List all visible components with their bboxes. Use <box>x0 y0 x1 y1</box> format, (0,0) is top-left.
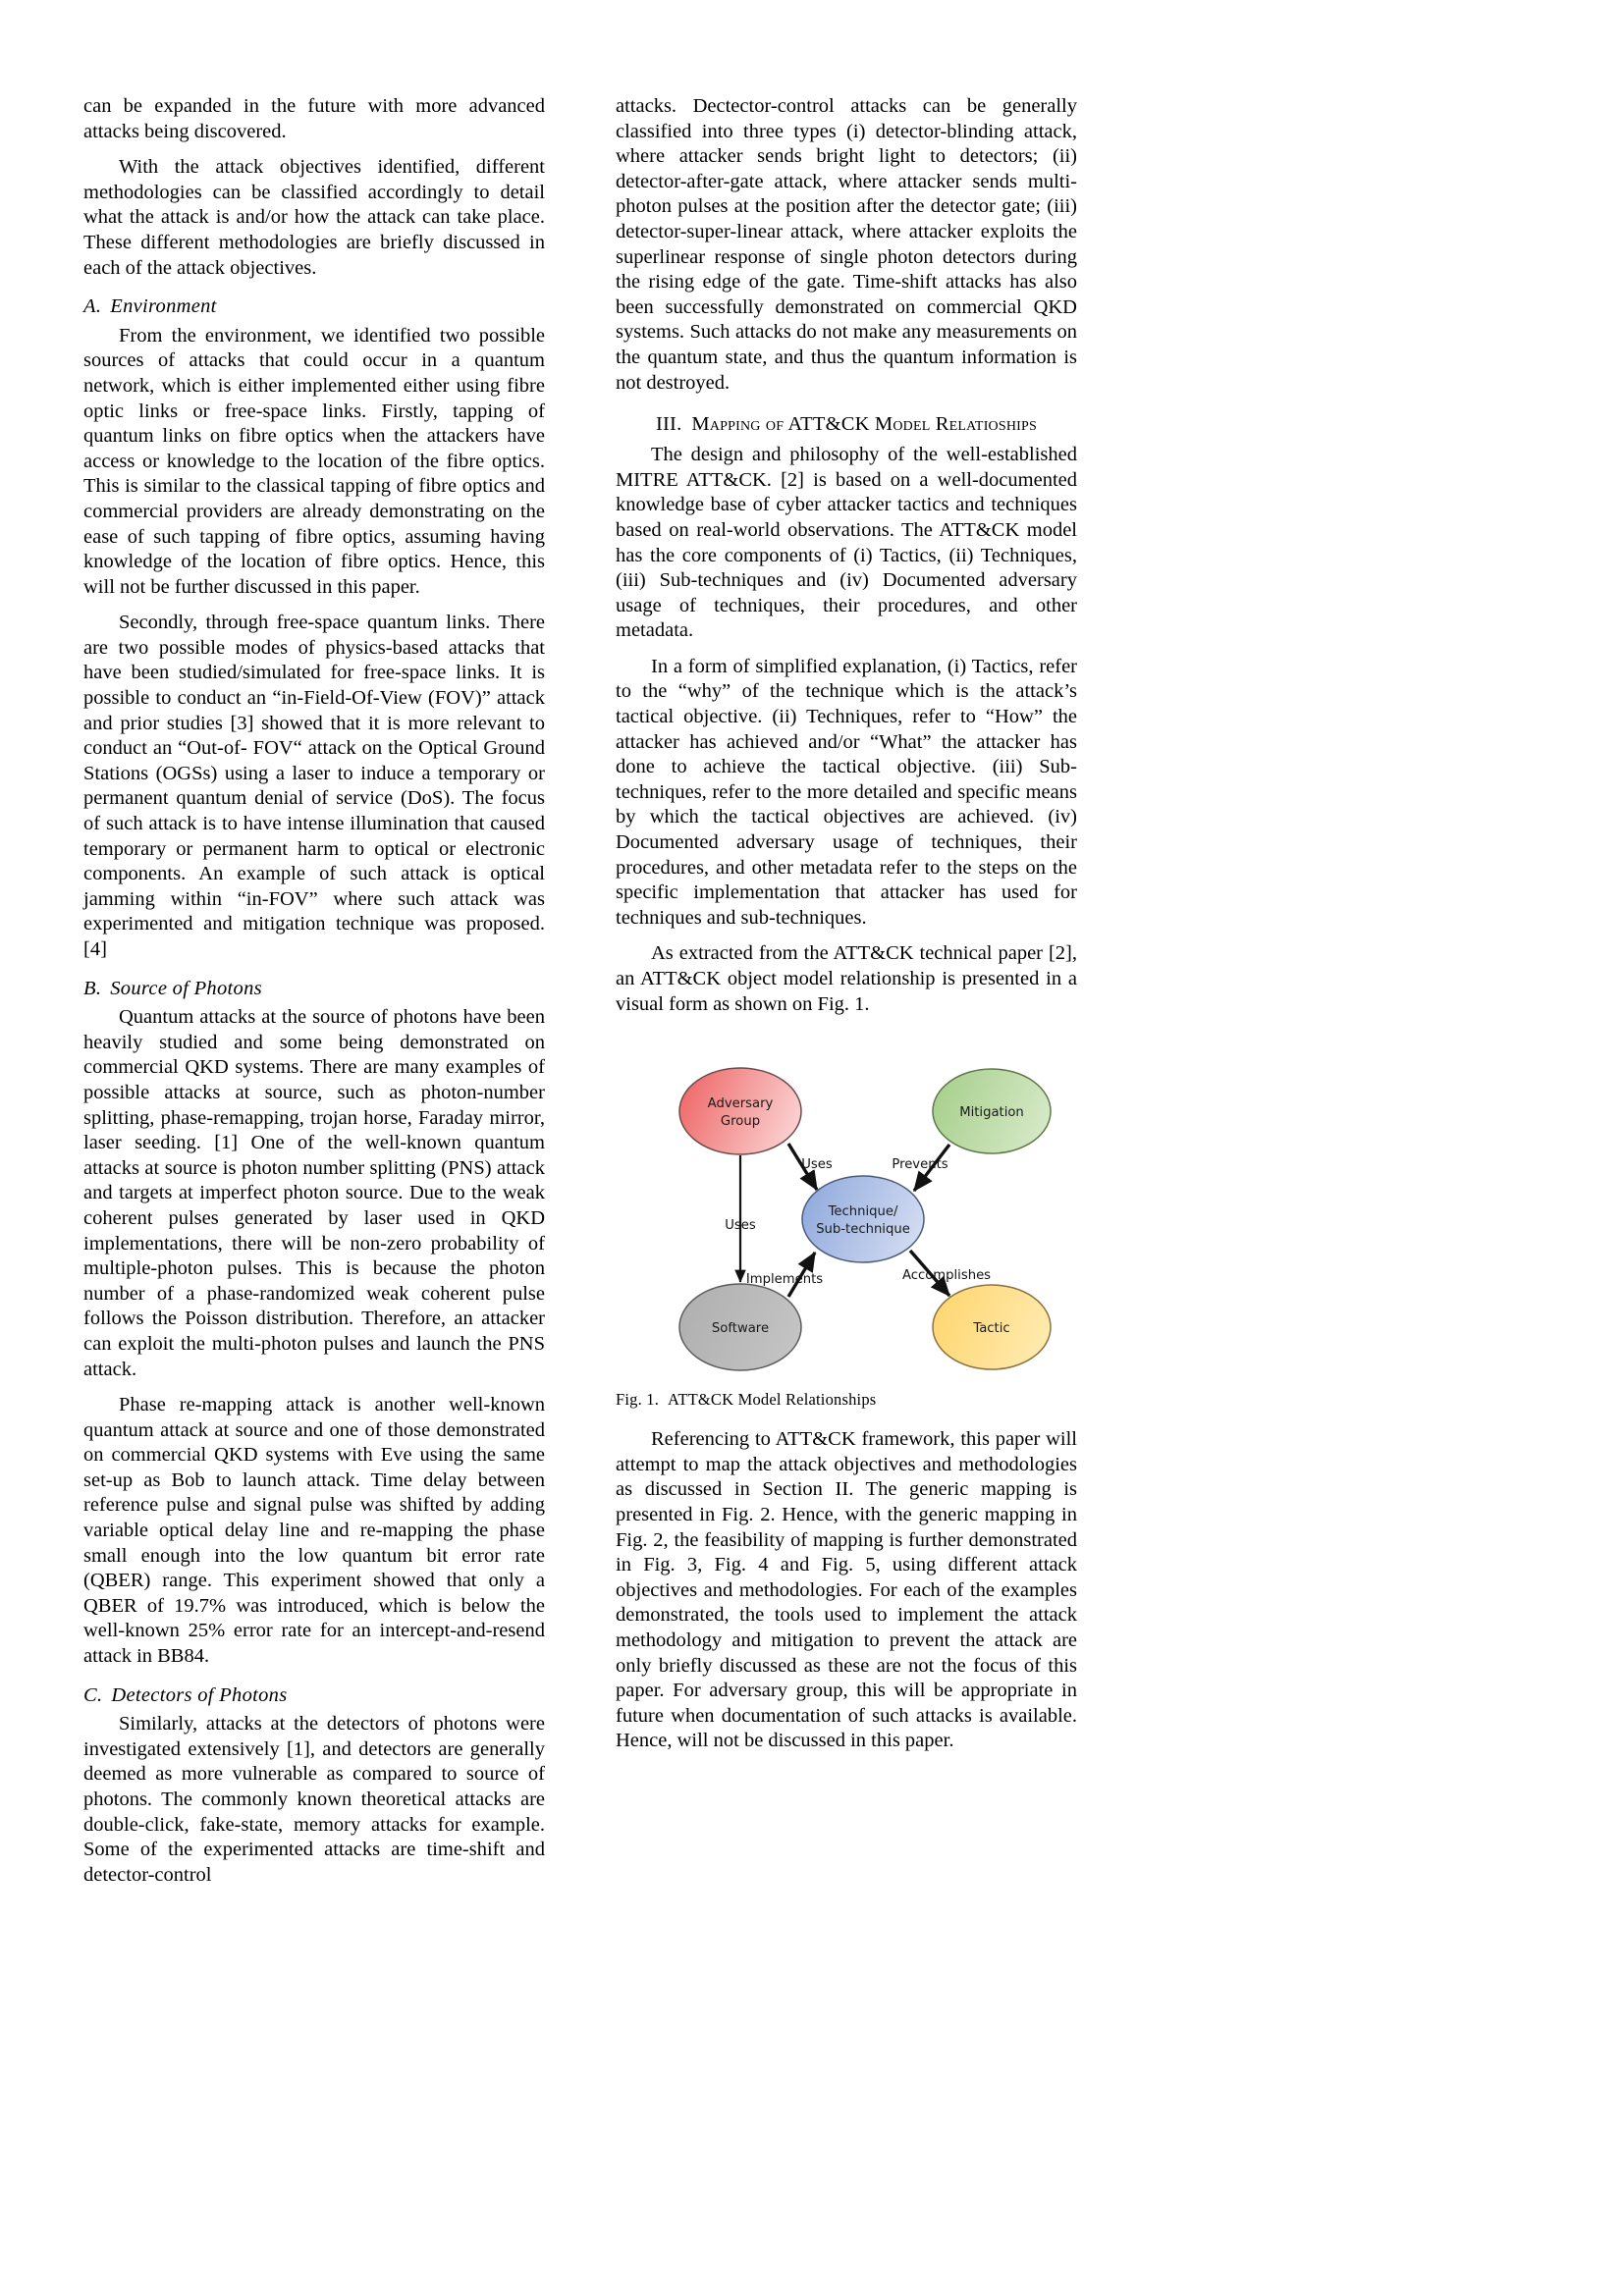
section-heading-iii <box>616 411 1077 437</box>
edge-label-uses-technique: Uses <box>801 1157 833 1173</box>
subsection-title-b: Source of Photons <box>110 977 262 999</box>
paragraph-detectors-2: attacks. Dectector-control attacks can be generally classified into three types (i) detector-blinding attack, where attacker sends bright light to detectors; (ii) detector-after-gate attack, where attacker sends multi-photon pulses at the position after the detector gate; (iii) detector-super-linear attack, where attacker exploits the superlinear response of single photon detectors during the rising edge of the gate. Time-shift attacks has also been successfully demonstrated on commercial QKD systems. Such attacks do not make any measurements on the quantum state, and thus the quantum information is not destroyed. <box>616 95 1077 394</box>
edge-label-prevents: Prevents <box>892 1157 948 1173</box>
paragraph-mapping-3: As extracted from the ATT&CK technical paper [2], an ATT&CK object model relationship is presented in a visual form as shown on Fig. 1. <box>616 942 1077 1015</box>
figure-1 <box>616 1050 1077 1410</box>
two-column-layout <box>83 94 1541 1888</box>
edge-label-accomplishes: Accomplishes <box>901 1268 992 1284</box>
node-adversary-group <box>679 1068 801 1154</box>
paragraph-mapping-1: The design and philosophy of the well-established MITRE ATT&CK. [2] is based on a well-documented knowledge base of cyber attacker tactics and techniques based on real-world observations. The ATT&CK model has the core components of (i) Tactics, (ii) Techniques, (iii) Sub-techniques and (iv) Documented adversary usage of techniques, their procedures, and other metadata. <box>616 444 1077 642</box>
technique-subtechnique-label-line2: Sub-technique <box>816 1222 910 1238</box>
right-column <box>616 94 1077 1888</box>
adversary-group-label-line1: Adversary <box>707 1096 774 1112</box>
subsection-label-b: B. <box>83 977 102 999</box>
figure-1-caption <box>616 1389 1077 1410</box>
paragraph-environment-1: From the environment, we identified two possible sources of attacks that could occur in a quantum network, which is either implemented either using fibre optic links or free-space links. Firstly, tapping of quantum links on fibre optics when the attackers have access or knowledge to the location of the fibre optics. This is similar to the classical tapping of fibre optics and commercial providers are already demonstrating on the ease of such tapping of fibre optics, assuming having knowledge of the location of fibre optics. Hence, this will not be further discussed in this paper. <box>83 324 545 598</box>
paragraph-environment-2: Secondly, through free-space quantum links. There are two possible modes of physics-based attacks that have been studied/simulated for free-space links. It is possible to conduct an “in-Field-Of-View (FOV)” attack and prior studies [3] showed that it is more relevant to conduct an “Out-of- FOV“ attack on the Optical Ground Stations (OGSs) using a laser to induce a temporary or permanent quantum denial of service (DoS). The focus of such attack is to have intense illumination that caused temporary or permanent harm to optical or electronic components. An example of such attack is optical jamming within “in-FOV” where such attack was experimented and mitigation technique was proposed. [4] <box>83 612 545 960</box>
paragraph-detectors-1: Similarly, attacks at the detectors of photons were investigated extensively [1], and detectors are generally deemed as more vulnerable as compared to source of photons. The commonly known theoretical attacks are double-click, fake-state, memory attacks for example. Some of the experimented attacks are time-shift and detector-control <box>83 1713 545 1886</box>
adversary-group-ellipse <box>679 1068 801 1154</box>
edge-label-uses-software: Uses <box>725 1218 756 1234</box>
technique-subtechnique-ellipse <box>802 1176 924 1262</box>
node-mitigation <box>933 1069 1051 1153</box>
tactic-label: Tactic <box>973 1321 1010 1337</box>
software-label: Software <box>711 1321 770 1337</box>
paragraph-continued: can be expanded in the future with more advanced attacks being discovered. <box>83 95 545 142</box>
subsection-label-c: C. <box>83 1683 103 1706</box>
attack-model-relationship-diagram <box>616 1050 1077 1379</box>
section-title-iii: Mapping of ATT&CK Model Relatioships <box>691 413 1037 436</box>
paragraph-mapping-2: In a form of simplified explanation, (i) Tactics, refer to the “why” of the technique which is the attack’s tactical objective. (ii) Techniques, refer to “How” the attacker has achieved and/or “What” the attacker has done to achieve the tactical objective. (iii) Sub-techniques, refer to the more detailed and specific means by which the tactical objectives are achieved. (iv) Documented adversary usage of techniques, their procedures, and other metadata refer to the steps on the specific implementation that attacker has used for techniques and sub-techniques. <box>616 655 1077 929</box>
node-tactic <box>933 1285 1051 1369</box>
figure-1-graphic <box>616 1050 1077 1379</box>
adversary-group-label-line2: Group <box>720 1114 761 1130</box>
paragraph-source-2: Phase re-mapping attack is another well-known quantum attack at source and one of those demonstrated on commercial QKD systems with Eve using the same set-up as Bob to launch attack. Time delay between reference pulse and signal pulse was shifted by adding variable optical delay line and re-mapping the phase small enough into the low quantum bit error rate (QBER) range. This experiment showed that only a QBER of 19.7% was introduced, which is below the well-known 25% error rate for an intercept-and-resend attack in BB84. <box>83 1394 545 1668</box>
paragraph-methodologies: With the attack objectives identified, different methodologies can be classified accordingly to detail what the attack is and/or how the attack can take place. These different methodologies are briefly discussed in each of the attack objectives. <box>83 156 545 279</box>
subsection-title-a: Environment <box>110 295 217 318</box>
section-number-iii: III. <box>655 413 682 436</box>
subsection-heading-environment <box>83 294 545 320</box>
edge-label-implements: Implements <box>745 1272 824 1288</box>
figure-1-caption-label: Fig. 1. <box>616 1390 660 1410</box>
subsection-heading-source-of-photons <box>83 977 545 1002</box>
node-technique-subtechnique <box>802 1176 924 1262</box>
paragraph-source-1: Quantum attacks at the source of photons have been heavily studied and some being demonstrated on commercial QKD systems. There are many examples of possible attacks at source, such as photon-number splitting, phase-remapping, trojan horse, Faraday mirror, laser seeding. [1] One of the well-known quantum attacks at source is photon number splitting (PNS) attack and targets at imperfect photon source. Due to the weak coherent pulses generated by laser used in QKD implementations, there will be non-zero probability of multiple-photon pulses. This is because the photon number of a phase-randomized weak coherent pulse follows the Poisson distribution. Therefore, an attacker can exploit the multi-photon pulses and launch the PNS attack. <box>83 1006 545 1380</box>
left-column <box>83 94 545 1888</box>
node-software <box>679 1284 801 1370</box>
mitigation-label: Mitigation <box>959 1105 1024 1121</box>
subsection-label-a: A. <box>83 295 102 318</box>
technique-subtechnique-label-line1: Technique/ <box>828 1204 898 1220</box>
figure-1-caption-text: ATT&CK Model Relationships <box>668 1390 877 1410</box>
subsection-title-c: Detectors of Photons <box>111 1683 288 1706</box>
subsection-heading-detectors-of-photons <box>83 1683 545 1709</box>
paragraph-referencing: Referencing to ATT&CK framework, this paper will attempt to map the attack objectives and methodologies as discussed in Section II. The generic mapping is presented in Fig. 2. Hence, with the generic mapping in Fig. 2, the feasibility of mapping is further demonstrated in Fig. 3, Fig. 4 and Fig. 5, using different attack objectives and methodologies. For each of the examples demonstrated, the tools used to implement the attack methodology and mitigation to prevent the attack are only briefly discussed as these are not the focus of this paper. For adversary group, this will be appropriate in future when documentation of such attacks is available. Hence, will not be discussed in this paper. <box>616 1428 1077 1752</box>
